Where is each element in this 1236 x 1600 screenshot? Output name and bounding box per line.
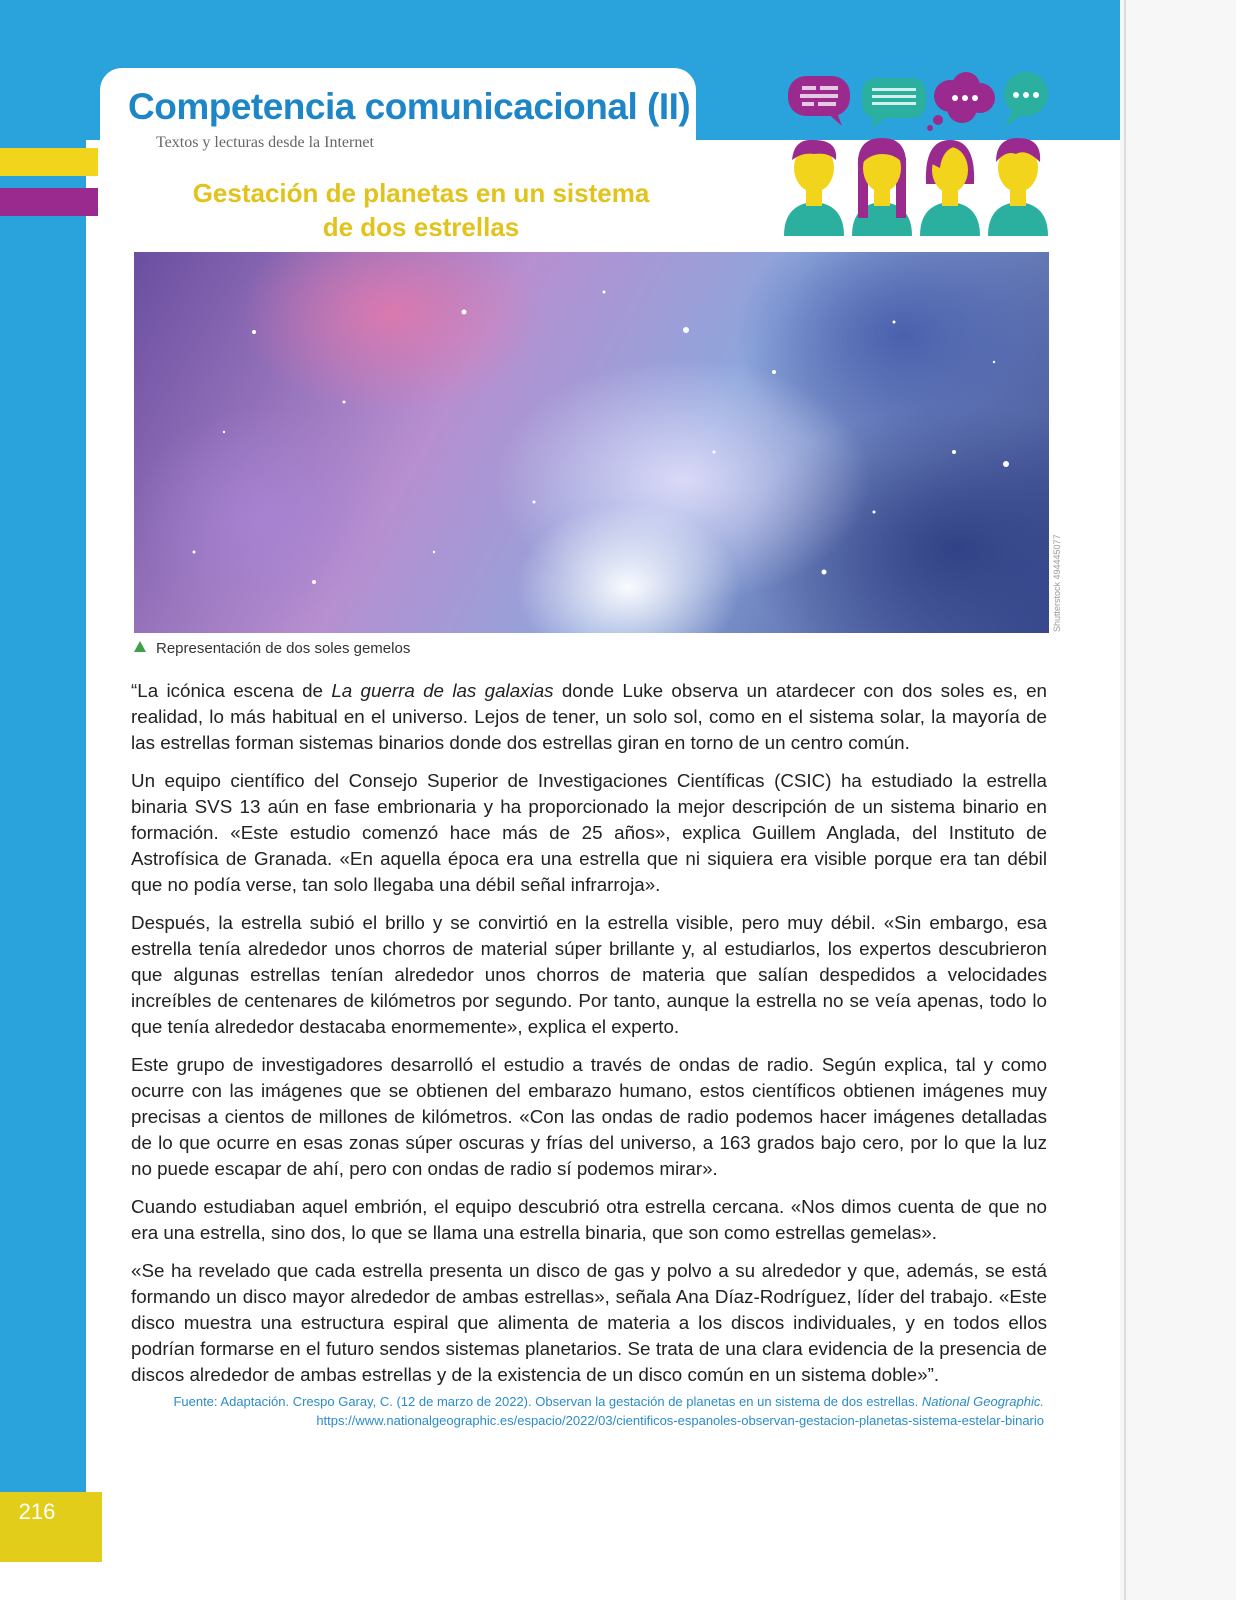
source-citation [131,1392,1044,1430]
right-gutter [1120,0,1236,1600]
source-text: Fuente: Adaptación. Crespo Garay, C. (12 de marzo de 2022). Observan la gestación de planetas en un sistema de dos estrellas. [173,1394,922,1409]
speech-bubbles-icon [788,72,1048,131]
image-credit: Shutterstock 494445077 [1052,534,1062,632]
left-blue-band [0,140,86,1496]
stars-overlay [134,252,1049,633]
purple-stripe [0,188,98,216]
paragraph-1-start: “La icónica escena de [131,680,332,701]
paragraph-1-end: donde Luke observa un atardecer con dos soles es, en realidad, lo más habitual en el universo. Lejos de tener, un solo sol, como en el sistema solar, la mayoría de las estrellas forman sistemas binarios donde dos estrellas giran en torno de un centro común. [131,680,1048,753]
article-title-line1: Gestación de planetas en un sistema [192,178,650,208]
paragraph-5: Cuando estudiaban aquel embrión, el equipo descubrió otra estrella cercana. «Nos dimos cuenta de que no era una estrella, sino dos, lo que se llama una estrella binaria, que son como estrellas gemelas». [131,1196,1047,1243]
source-publication: National Geographic. [921,1394,1044,1409]
paragraph-4: Este grupo de investigadores desarrolló el estudio a través de ondas de radio. Según explica, tal y como ocurre con las imágenes que se obtienen del embarazo humano, estos científicos obtienen imágenes muy precisas a cientos de millones de kilómetros. «Con las ondas de radio podemos hacer imágenes detalladas de lo que ocurre en esas zonas súper oscuras y frías del universo, a 163 grados bajo cero, por lo que la luz no puede escapar de ahí, pero con ondas de radio sí podemos mirar». [131,1054,1047,1179]
image-caption-text: Representación de dos soles gemelos [156,640,411,657]
paragraph-3: Después, la estrella subió el brillo y se convirtió en la estrella visible, pero muy débil. «Sin embargo, esa estrella tenía alrededor unos chorros de material súper brillante y, al estudiarlos, los expertos descubrieron que algunas estrellas tenían alrededor unos chorros de materia que salían despedidos a velocidades increíbles de centenares de kilómetros por segundo. Por tanto, aunque la estrella no se veía apenas, todo lo que tenía alrededor destacaba enormemente», explica el experto. [131,912,1047,1037]
paragraph-6: «Se ha revelado que cada estrella presenta un disco de gas y polvo a su alrededor y que, además, se está formando un disco mayor alrededor de ambas estrellas», señala Ana Díaz-Rodríguez, líder del trabajo. «Este disco muestra una estructura espiral que alimenta de materia a los discos individuales, y en todos ellos podrían formarse en el futuro sendos sistemas planetarios. Se trata de una clara evidencia de la presencia de discos alrededor de ambas estrellas y de la existencia de un disco común en un sistema doble»”. [131,1260,1047,1385]
yellow-stripe [0,148,98,176]
page-number: 216 [18,1499,56,1524]
paragraph-1 [131,678,1047,756]
source-url[interactable]: https://www.nationalgeographic.es/espacio/2022/03/cientificos-espanoles-observan-gestacion-planetas-sistema-estelar-binario [316,1413,1044,1428]
people-icon [784,138,1048,236]
communication-icons [780,68,1056,240]
article-title [156,176,686,244]
article-title-line2: de dos estrellas [322,212,520,242]
caption-triangle-icon [134,641,146,652]
article-body [131,678,1047,1400]
nebula-image [134,252,1049,633]
paragraph-2: Un equipo científico del Consejo Superior de Investigaciones Científicas (CSIC) ha estudiado la estrella binaria SVS 13 aún en fase embrionaria y ha proporcionado la mejor descripción de un sistema binario en formación. «Este estudio comenzó hace más de 25 años», explica Guillem Anglada, del Instituto de Astrofísica de Granada. «En aquella época era una estrella que ni siquiera era visible porque era tan débil que no podía verse, tan solo llegaba una débil señal infrarroja». [131,770,1047,895]
page-subtitle: Textos y lecturas desde la Internet [156,134,374,151]
gutter-line [1124,0,1126,1600]
film-title: La guerra de las galaxias [331,680,554,701]
image-caption [134,640,410,657]
page-title: Competencia comunicacional (II) [128,86,691,127]
